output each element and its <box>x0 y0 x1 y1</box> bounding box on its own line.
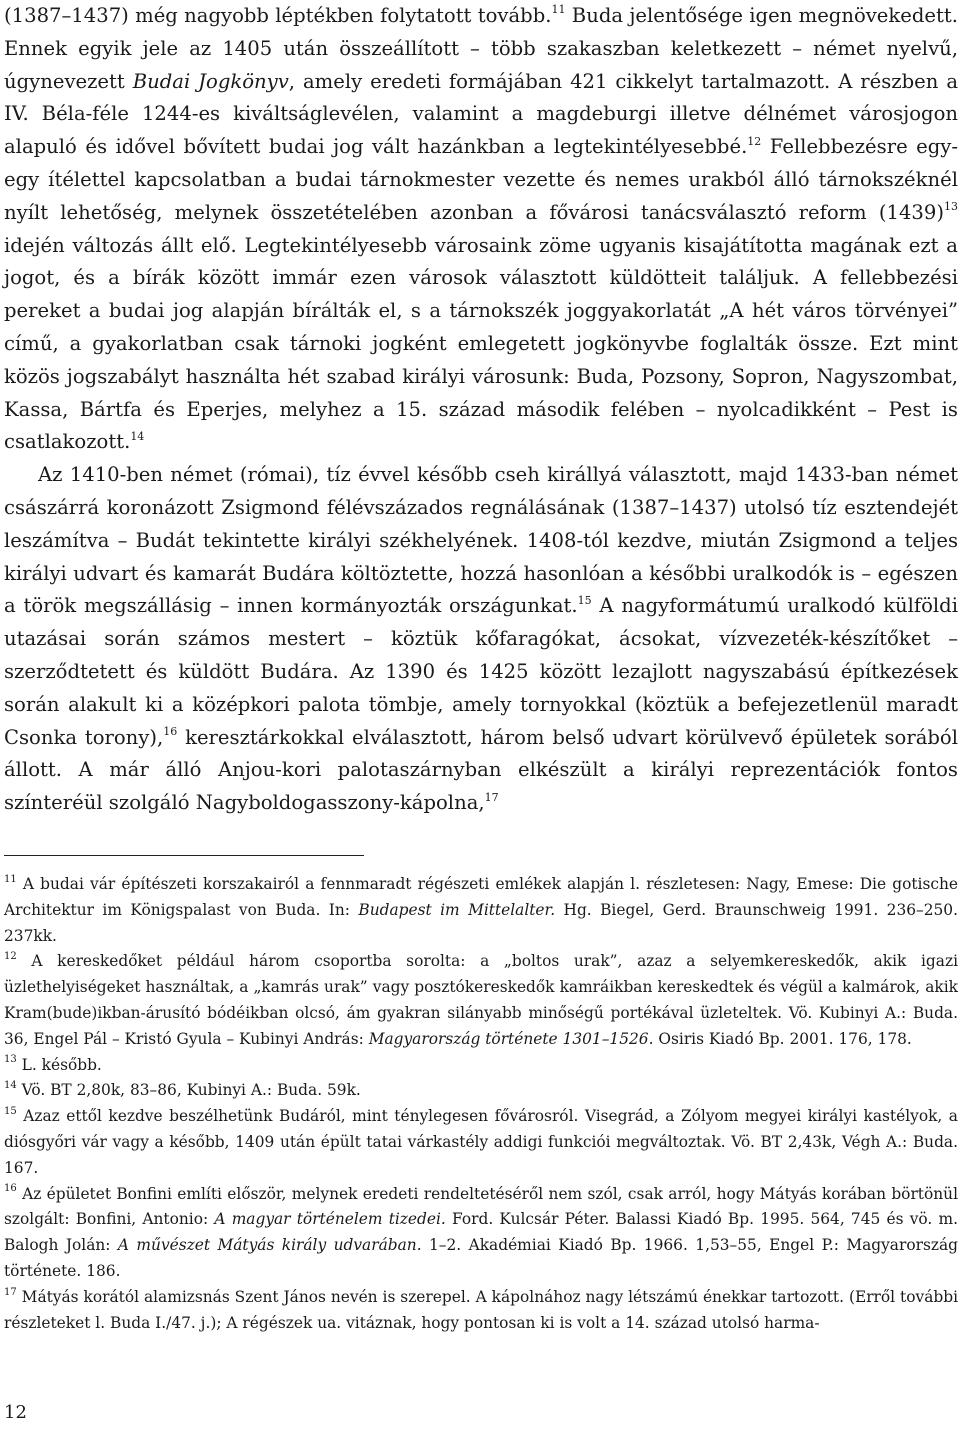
footnote-16 <box>4 1182 958 1285</box>
footnote-14 <box>4 1078 958 1104</box>
footnote-number: 15 <box>4 1106 17 1118</box>
footnote-ref-16: 16 <box>163 725 178 738</box>
footnote-13 <box>4 1053 958 1079</box>
footnote-number: 11 <box>4 873 17 885</box>
text-run: keresztárkokkal elválasztott, három belső udvart körülvevő épületek sorából állott. A már álló Anjou-kori palotaszárnyban elkészült a királyi reprezentációk fontos színteréül szolgáló Nagyboldogasszony-kápolna, <box>4 725 958 815</box>
footnote-ref-11: 11 <box>551 3 566 17</box>
footnote-ref-15: 15 <box>577 593 592 607</box>
footnote-divider <box>4 855 364 856</box>
footnote-text: Hg. Biegel, Gerd. Braunschweig 1991. 236–250. 237kk. <box>4 900 958 945</box>
footnote-15 <box>4 1104 958 1181</box>
footnote-11 <box>4 872 958 949</box>
text-run: A nagyformátumú uralkodó külföldi utazásai során számos mestert – köztük kőfaragókat, ácsokat, vízvezeték-készítőket – szerződtetett és küldött Budára. Az 1390 és 1425 között lezajlott nagyszabású építkezések során alakult ki a középkori palota tömbje, amely tornyokkal (köztük a befejezetlenül maradt Csonka torony), <box>4 594 958 749</box>
footnote-title: Budapest im Mittelalter. <box>358 900 556 919</box>
footnote-ref-14: 14 <box>130 429 145 443</box>
text-run: idején változás állt elő. Legtekintélyesebb városaink zöme ugyanis kisajátította magának ezt a jogot, és a bírák között immár ezen városok választott küldötteit találjuk. A fellebbezési pereket a budai jog alapján bírálták el, s a tárnokszék joggyakorlatát „A hét város törvényei” című, a gyakorlatban csak tárnoki jogként emlegetett jogkönyvbe foglalták össze. Ezt mint közös jogszabályt használta hét szabad királyi városunk: Buda, Pozsony, Sopron, Nagyszombat, Kassa, Bártfa és Eperjes, melyhez a 15. század második felében – nyolcadikként – Pest is csatlakozott. <box>4 233 958 454</box>
paragraph <box>4 0 958 459</box>
footnote-text: Az épületet Bonfini említi először, melynek eredeti rendeltetéséről nem szól, csak arról, hogy Mátyás korában börtönül szolgált: Bonfini, Antonio: <box>4 1184 958 1229</box>
footnote-12 <box>4 949 958 1052</box>
footnote-title: Magyarország története 1301–1526. <box>368 1029 654 1048</box>
book-title: Budai Jogkönyv <box>132 69 289 93</box>
footnotes <box>4 872 958 1336</box>
text-run: Fellebbezésre egy-egy ítélettel kapcsolatban a budai tárnokmester vezette és nemes urakból álló tárnokszéknél nyílt lehetőség, melynek összetételében azonban a fővárosi tanácsválasztó reform (1439) <box>4 135 958 224</box>
footnote-text: Mátyás korától alamizsnás Szent János nevén is szerepel. A kápolnához nagy létszámú énekkar tartozott. (Erről további részleteket l. Buda I./47. j.); A régészek ua. vitáznak, hogy pontosan ki is volt a 14. század utolsó harma- <box>4 1287 958 1332</box>
footnote-text: L. később. <box>16 1055 102 1074</box>
footnote-17 <box>4 1285 958 1337</box>
footnote-text: 1–2. Akadémiai Kiadó Bp. 1966. 1,53–55, Engel P.: Magyarország története. 186. <box>4 1236 958 1280</box>
footnote-number: 13 <box>4 1054 17 1066</box>
text-run: , amely eredeti formájában 421 cikkelyt tartalmazott. A részben a IV. Béla-féle 1244-es kiváltságlevélen, valamint a magdeburgi illetve délnémet városjogon alapuló és idővel bővített budai jog vált hazánkban a legtekintélyesebbé. <box>4 69 958 159</box>
footnote-ref-13: 13 <box>944 200 958 214</box>
footnote-text: A kereskedőket például három csoportba sorolta: a „boltos urak”, azaz a selyemkereskedők, akik igazi üzlethelyiségeket használtak, a „kamrás urak” vagy posztókereskedők kamráikban kereskedtek és végül a kalmárok, akik Kram(bude)ikban-árusító bódéikban olcsó, ám gyakran silányabb minőségű portékával üzleteltek. Vö. Kubinyi A.: Buda. 36, Engel Pál – Kristó Gyula – Kubinyi András: <box>4 952 958 1048</box>
main-text <box>4 0 958 820</box>
footnote-text: Vö. BT 2,80k, 83–86, Kubinyi A.: Buda. 59k. <box>16 1081 361 1100</box>
footnote-number: 17 <box>4 1286 17 1298</box>
footnote-number: 16 <box>4 1183 17 1195</box>
footnote-ref-12: 12 <box>747 134 762 148</box>
footnote-ref-17: 17 <box>484 790 499 804</box>
text-run: Az 1410-ben német (római), tíz évvel később cseh királlyá választott, majd 1433-ban német császárrá koronázott Zsigmond félévszázados regnálásának (1387–1437) utolsó tíz esztendejét leszámítva – Budát tekintette királyi székhelyének. 1408-tól kezdve, miután Zsigmond a teljes királyi udvart és kamarát Budára költöztette, hozzá hasonlóan a későbbi uralkodók is – egészen a török megszállásig – innen kormányozták országunkat. <box>4 463 958 618</box>
paragraph <box>4 459 958 820</box>
footnote-number: 12 <box>4 951 17 963</box>
text-run: Buda jelentősége igen megnövekedett. Ennek egyik jele az 1405 után összeállított – több szakaszban keletkezett – német nyelvű, úgynevezett <box>4 4 958 93</box>
footnote-text: A budai vár építészeti korszakairól a fennmaradt régészeti emlékek alapján l. részletesen: Nagy, Emese: Die gotische Architektur im Königspalast von Buda. In: <box>4 875 958 919</box>
text-run: (1387–1437) még nagyobb léptékben folytatott tovább. <box>4 4 552 27</box>
footnote-text: Osiris Kiadó Bp. 2001. 176, 178. <box>653 1029 912 1048</box>
footnote-text: Azaz ettől kezdve beszélhetünk Budáról, mint ténylegesen fővárosról. Visegrád, a Zólyom megyei királyi kastélyok, a diósgyőri vár vagy a később, 1409 után épült tatai várkastély addigi funkciói megváltoztak. Vö. BT 2,43k, Végh A.: Buda. 167. <box>4 1107 958 1177</box>
footnote-title: A művészet Mátyás király udvarában. <box>117 1236 422 1255</box>
page-number: 12 <box>4 1402 27 1423</box>
footnote-text: Ford. Kulcsár Péter. Balassi Kiadó Bp. 1995. 564, 745 és vö. m. Balogh Jolán: <box>4 1210 958 1255</box>
footnote-number: 14 <box>4 1080 17 1092</box>
footnote-title: A magyar történelem tizedei. <box>214 1210 446 1229</box>
